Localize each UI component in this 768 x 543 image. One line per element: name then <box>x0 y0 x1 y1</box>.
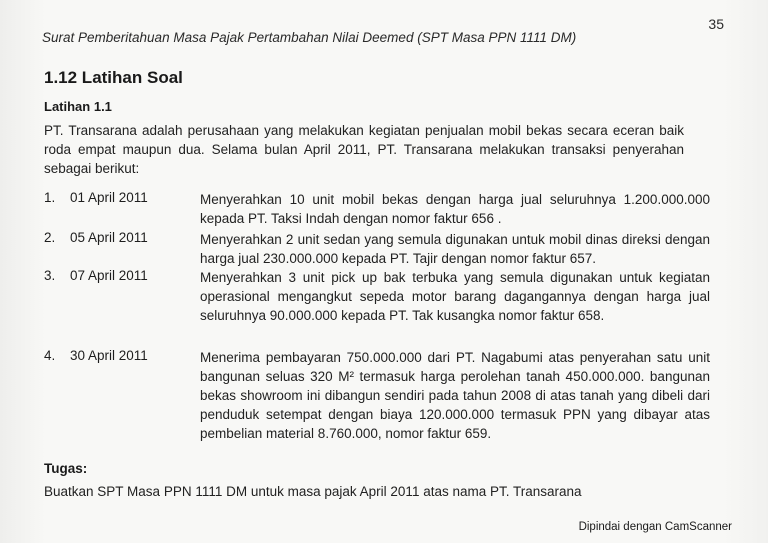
item-number: 3. <box>44 268 56 283</box>
page-header <box>42 18 732 48</box>
task-instruction: Buatkan SPT Masa PPN 1111 DM untuk masa pajak April 2011 atas nama PT. Transarana <box>44 484 582 499</box>
item-number: 4. <box>44 348 56 363</box>
item-description: Menyerahkan 3 unit pick up bak terbuka yang semula digunakan untuk kegiatan operasional mengangkut sepeda motor barang dagangannya dengan harga jual seluruhnya 90.000.000 kepada PT. Tak kusangka nomor faktur 658. <box>200 270 710 323</box>
item-description: Menyerahkan 10 unit mobil bekas dengan harga jual seluruhnya 1.200.000.000 kepada PT. Taksi Indah dengan nomor faktur 656 . <box>200 192 710 226</box>
task-heading: Tugas: <box>44 461 88 476</box>
item-date: 30 April 2011 <box>70 348 148 363</box>
scanner-watermark: Dipindai dengan CamScanner <box>578 521 732 533</box>
item-date: 05 April 2011 <box>70 230 148 245</box>
intro-paragraph: PT. Transarana adalah perusahaan yang melakukan kegiatan penjualan mobil bekas secara eceran baik roda empat maupun dua. Selama bulan April 2011, PT. Transarana melakukan transaksi penyerahan sebagai berikut: <box>44 123 684 176</box>
item-number: 2. <box>44 230 56 245</box>
item-date: 07 April 2011 <box>70 268 148 283</box>
page-number: 35 <box>708 16 724 32</box>
item-number: 1. <box>44 190 56 205</box>
section-title: 1.12 Latihan Soal <box>44 68 183 87</box>
item-description: Menyerahkan 2 unit sedan yang semula digunakan untuk mobil dinas direksi dengan harga jual 230.000.000 kepada PT. Tajir dengan nomor faktur 657. <box>200 232 710 266</box>
item-description: Menerima pembayaran 750.000.000 dari PT. Nagabumi atas penyerahan satu unit bangunan seluas 320 M² termasuk harga perolehan tanah 450.000.000. bangunan bekas showroom ini dibangun sendiri pada tahun 2008 di atas tanah yang dibeli dari penduduk setempat dengan biaya 120.000.000 termasuk PPN yang dibayar atas pembelian material 8.760.000, nomor faktur 659. <box>200 350 710 441</box>
exercise-title: Latihan 1.1 <box>44 99 112 114</box>
running-header-title: Surat Pemberitahuan Masa Pajak Pertambahan Nilai Deemed (SPT Masa PPN 1111 DM) <box>42 30 577 45</box>
item-date: 01 April 2011 <box>70 190 148 205</box>
